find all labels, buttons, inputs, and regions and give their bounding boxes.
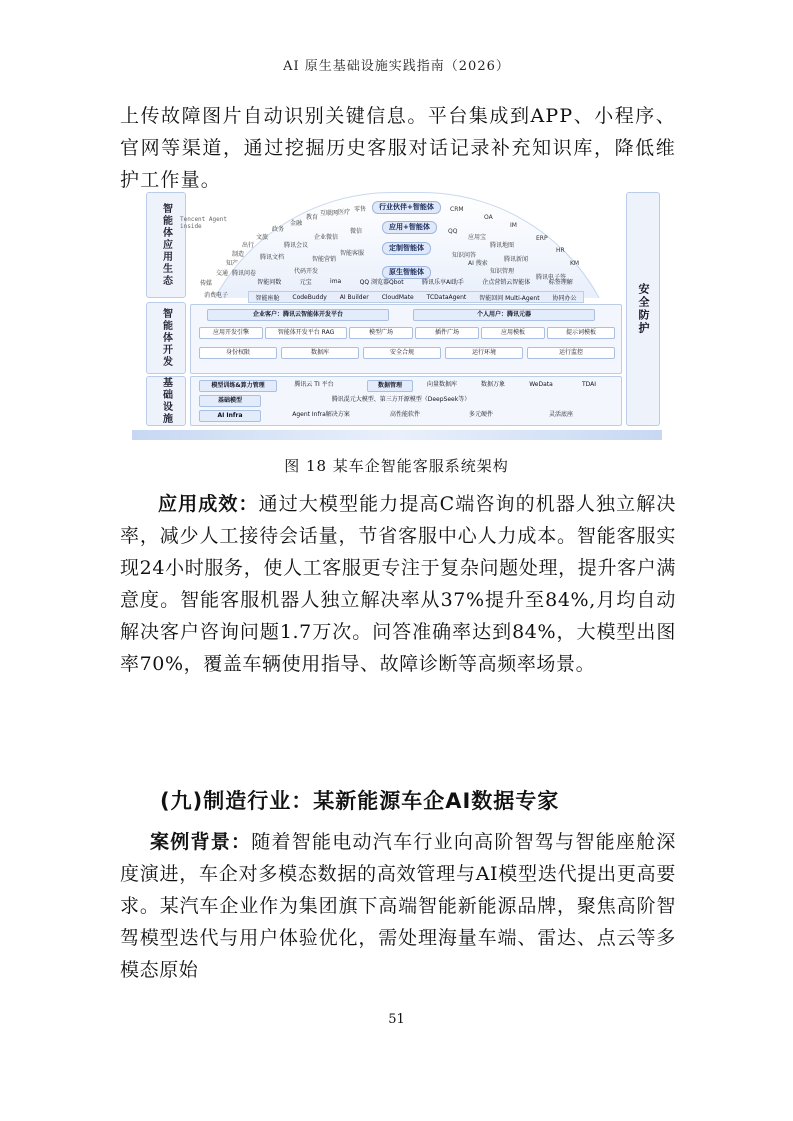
keyword: 腾讯问卷 xyxy=(232,270,257,277)
keyword: 交通 xyxy=(216,270,229,277)
paragraph-1-text: 上传故障图片自动识别关键信息。平台集成到APP、小程序、官网等渠道，通过挖掘历史客服对话记录补充知识库，降低维护工作量。 xyxy=(120,105,676,191)
keyword: 医疗 xyxy=(338,209,351,216)
product: TCDataAgent xyxy=(426,293,467,301)
infra-cell: 模型训练&算力管理 xyxy=(199,380,277,392)
keyword: ERP xyxy=(536,235,548,242)
infra-cell: 灵活底座 xyxy=(548,411,573,418)
paragraph-2-lead: 应用成效： xyxy=(158,493,259,515)
keyword: 企业微信 xyxy=(314,234,339,241)
dev-cell: 运行监控 xyxy=(527,347,615,359)
keyword: 出行 xyxy=(242,242,255,249)
product: 智能回问 Multi-Agent xyxy=(479,294,540,302)
infra-cell: AI Infra xyxy=(199,410,261,422)
personal-platform-header: 个人用户：腾讯元器 xyxy=(413,309,595,321)
keyword: IM xyxy=(510,222,517,229)
dev-cell: 安全合规 xyxy=(363,347,441,359)
keyword: 智能客服 xyxy=(340,250,365,257)
app-agent-pill: 应用+智能体 xyxy=(382,221,437,234)
dev-cell: 插件广场 xyxy=(415,327,479,339)
dev-cell: 身份权限 xyxy=(199,347,277,359)
infra-cell: TDAI xyxy=(581,381,597,388)
ecosystem-side-label: 智能体应用生态 xyxy=(146,192,186,298)
product: 腾讯乐享AI助手 xyxy=(421,278,464,286)
paragraph-3 xyxy=(120,826,676,986)
paragraph-1 xyxy=(120,100,676,196)
keyword: CRM xyxy=(450,206,464,213)
keyword: 微信 xyxy=(350,228,363,235)
keyword: 制造 xyxy=(232,251,245,258)
development-layer xyxy=(190,304,622,374)
product: 企点营销云智能体 xyxy=(482,278,531,286)
keyword: 应用宝 xyxy=(468,234,487,241)
product: 智能问数 xyxy=(257,278,282,286)
figure-caption: 图 18 某车企智能客服系统架构 xyxy=(284,457,509,475)
keyword: 零售 xyxy=(354,206,367,213)
keyword: OA xyxy=(484,214,493,221)
product: ima xyxy=(330,277,342,285)
keyword: 金融 xyxy=(290,220,303,227)
partner-agent-pill: 行业伙伴+智能体 xyxy=(372,201,441,214)
product: AI Builder xyxy=(339,293,369,301)
infra-cell: 腾讯混元大模型、第三方开源模型（DeepSeek等） xyxy=(331,396,471,403)
product-row-1 xyxy=(248,276,582,286)
keyword: 文旅 xyxy=(256,234,269,241)
tencent-agent-label: Tencent Agent inside xyxy=(180,216,227,230)
infra-cell: WeData xyxy=(529,381,553,388)
product: 标签理解 xyxy=(548,278,573,286)
keyword: 腾讯会议 xyxy=(284,242,309,249)
infra-cell: 向量数据库 xyxy=(426,381,457,388)
dev-cell: 数据库 xyxy=(281,347,359,359)
keyword: 消费电子 xyxy=(204,292,229,299)
infra-cell: 高性能软件 xyxy=(389,411,420,418)
infra-cell: 基础模型 xyxy=(199,395,261,407)
keyword: 代码开发 xyxy=(294,268,319,275)
product: 智能座舱 xyxy=(255,294,280,302)
dev-cell: 提示词模板 xyxy=(547,327,615,339)
product: 协同办公 xyxy=(552,294,577,302)
dev-cell: 应用模板 xyxy=(481,327,545,339)
product: CloudMate xyxy=(381,293,414,301)
infra-cell: 数据管理 xyxy=(367,380,413,392)
infra-cell: Agent Infra解决方案 xyxy=(292,411,350,418)
keyword: 教育 xyxy=(306,214,319,221)
native-agent-pill: 原生智能体 xyxy=(382,266,431,279)
keyword: 传媒 xyxy=(200,280,213,287)
keyword: 知产 xyxy=(226,260,239,267)
keyword: 政务 xyxy=(272,226,285,233)
product: 元宝 xyxy=(299,278,312,286)
running-header: AI 原生基础设施实践指南（2026） xyxy=(283,59,510,74)
keyword: 腾讯新闻 xyxy=(504,256,529,263)
keyword: 知识管理 xyxy=(490,268,515,275)
keyword: 互联网 xyxy=(320,210,339,217)
dev-cell: 模型广场 xyxy=(349,327,413,339)
paragraph-3-lead: 案例背景： xyxy=(150,831,252,853)
product: CodeBuddy xyxy=(292,293,327,301)
product: QQ 浏览器Qbot xyxy=(359,278,404,286)
infrastructure-layer xyxy=(190,376,622,426)
keyword: AI 搜索 xyxy=(468,260,488,267)
infra-cell: 数据万象 xyxy=(480,381,505,388)
dev-cell: 应用开发引擎 xyxy=(199,327,263,339)
development-side-label: 智能体开发 xyxy=(146,302,186,374)
custom-agent-pill: 定制智能体 xyxy=(382,242,431,255)
keyword: 腾讯文档 xyxy=(260,254,285,261)
keyword: 腾讯地图 xyxy=(490,242,515,249)
security-side-label: 安全防护 xyxy=(626,192,660,426)
keyword: HR xyxy=(556,247,565,254)
architecture-diagram xyxy=(132,190,662,440)
infra-cell: 腾讯云 TI 平台 xyxy=(294,381,334,388)
keyword: 知识问答 xyxy=(452,252,477,259)
keyword: 腾讯电子签 xyxy=(536,274,567,281)
dev-cell: 运行环境 xyxy=(445,347,523,359)
keyword: QQ xyxy=(448,228,458,235)
enterprise-platform-header: 企业客户：腾讯云智能体开发平台 xyxy=(207,309,389,321)
keyword: 智能营销 xyxy=(312,256,337,263)
paragraph-3-body: 随着智能电动汽车行业向高阶智驾与智能座舱深度演进，车企对多模态数据的高效管理与AI模型迭代提出更高要求。某汽车企业作为集团旗下高端智能新能源品牌，聚焦高阶智驾模型迭代与用户体验优化，需处理海量车端、雷达、点云等多模态原始 xyxy=(120,831,676,981)
keyword: KM xyxy=(570,260,580,267)
product-row-2 xyxy=(248,291,584,303)
section-heading: (九)制造行业：某新能源车企AI数据专家 xyxy=(160,789,560,813)
infra-cell: 多元硬件 xyxy=(468,411,493,418)
infrastructure-side-label: 基础设施 xyxy=(146,376,186,426)
paragraph-2 xyxy=(120,488,676,680)
diagram-base-band xyxy=(132,430,662,440)
dev-cell: 智能体开发平台 RAG xyxy=(265,327,347,339)
paragraph-2-body: 通过大模型能力提高C端咨询的机器人独立解决率，减少人工接待会话量，节省客服中心人力成本。智能客服实现24小时服务，使人工客服更专注于复杂问题处理，提升客户满意度。智能客服机器人独立解决率从37%提升至84%,月均自动解决客户咨询问题1.7万次。问答准确率达到84%，大模型出图率70%，覆盖车辆使用指导、故障诊断等高频率场景。 xyxy=(120,493,676,675)
page-number: 51 xyxy=(388,1012,405,1027)
